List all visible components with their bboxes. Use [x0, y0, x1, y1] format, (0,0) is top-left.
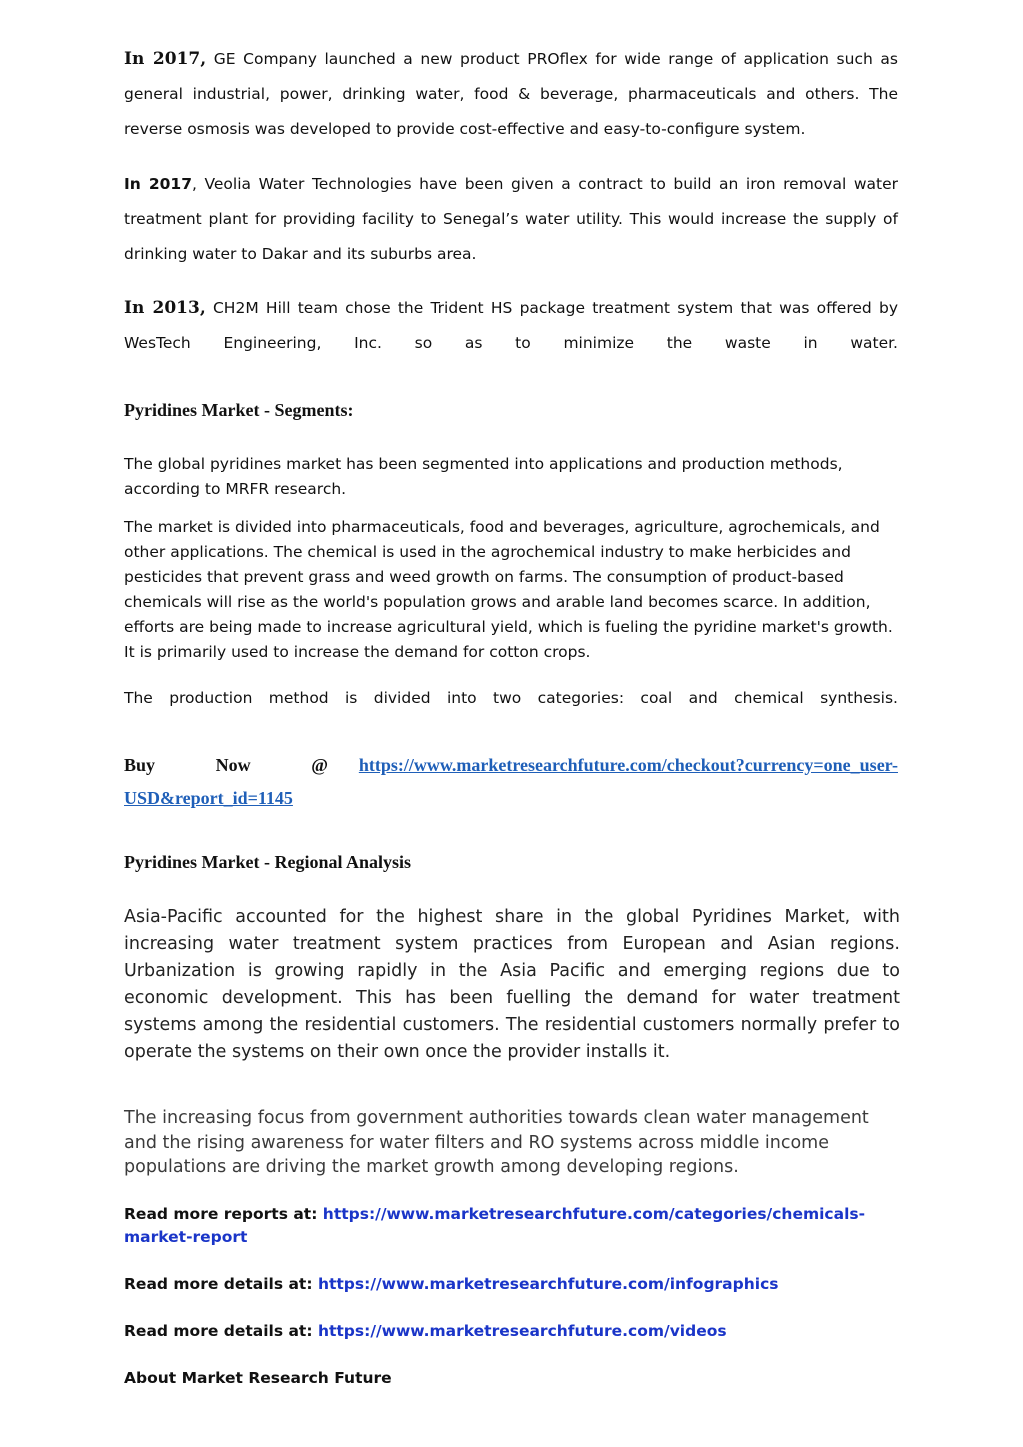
buy-word: Buy — [124, 755, 156, 775]
paragraph-ch2m — [124, 291, 898, 361]
checkout-link-continued[interactable]: USD&report_id=1145 — [124, 788, 293, 808]
paragraph-lead: In 2017, — [124, 49, 207, 69]
paragraph-text: , Veolia Water Technologies have been given a contract to build an iron removal water treatment plant for providing facility to Senegal’s water utility. This would increase the supply of drinking water to Dakar and its suburbs area. — [124, 175, 898, 263]
segments-body: The market is divided into pharmaceuticals, food and beverages, agriculture, agrochemicals, and other applications. The chemical is used in the agrochemical industry to make herbicides and pesticides that prevent grass and weed growth on farms. The consumption of product-based chemicals will rise as the world's population grows and arable land becomes scarce. In addition, efforts are being made to increase agricultural yield, which is fueling the pyridine market's growth. It is primarily used to increase the demand for cotton crops. — [124, 518, 893, 661]
segments-heading: Pyridines Market - Segments: — [124, 400, 354, 420]
read-more-reports — [124, 1203, 900, 1249]
paragraph-veolia — [124, 167, 898, 272]
now-word: Now — [215, 755, 251, 775]
at-sign: @ — [311, 755, 328, 775]
buy-now-words — [124, 749, 328, 782]
videos-link[interactable]: https://www.marketresearchfuture.com/videos — [317, 1322, 727, 1340]
checkout-link[interactable]: https://www.marketresearchfuture.com/checkout?currency=one_user- — [358, 755, 898, 775]
focus-paragraph: The increasing focus from government authorities towards clean water management and the rising awareness for water filters and RO systems across middle income populations are driving the market growth among developing regions. — [124, 1108, 869, 1177]
production-method-text: The production method is divided into two categories: coal and chemical synthesis. — [124, 689, 898, 707]
chemicals-report-link[interactable]: https://www.marketresearchfuture.com/categories/chemicals-market-report — [124, 1205, 866, 1246]
paragraph-lead: In 2013, — [124, 298, 206, 318]
paragraph-ge-proflex — [124, 42, 898, 147]
regional-body: Asia-Pacific accounted for the highest share in the global Pyridines Market, with increasing water treatment system practices from European and Asian regions. Urbanization is growing rapidly in the Asia Pacific and emerging regions due to economic development. This has been fuelling the demand for water treatment systems among the residential customers. The residential customers normally prefer to operate the systems on their own once the provider installs it. — [124, 907, 900, 1062]
read-more-label: Read more details at: — [124, 1275, 318, 1293]
read-more-infographics — [124, 1273, 900, 1296]
segments-intro: The global pyridines market has been segmented into applications and production methods, according to MRFR research. — [124, 455, 843, 498]
about-heading: About Market Research Future — [124, 1369, 392, 1387]
paragraph-text: GE Company launched a new product PROflex for wide range of application such as general industrial, power, drinking water, food & beverage, pharmaceuticals and others. The reverse osmosis was developed to provide cost-effective and easy-to-configure system. — [124, 50, 898, 138]
buy-now-row — [124, 749, 898, 782]
buy-now-block — [124, 749, 898, 815]
regional-heading: Pyridines Market - Regional Analysis — [124, 852, 411, 872]
read-more-label: Read more details at: — [124, 1322, 318, 1340]
infographics-link[interactable]: https://www.marketresearchfuture.com/infographics — [317, 1275, 779, 1293]
paragraph-lead: In 2017 — [124, 175, 192, 193]
paragraph-text: CH2M Hill team chose the Trident HS package treatment system that was offered by WesTech Engineering, Inc. so as to minimize the waste in water. — [124, 299, 898, 352]
read-more-videos — [124, 1320, 900, 1343]
read-more-label: Read more reports at: — [124, 1205, 323, 1223]
